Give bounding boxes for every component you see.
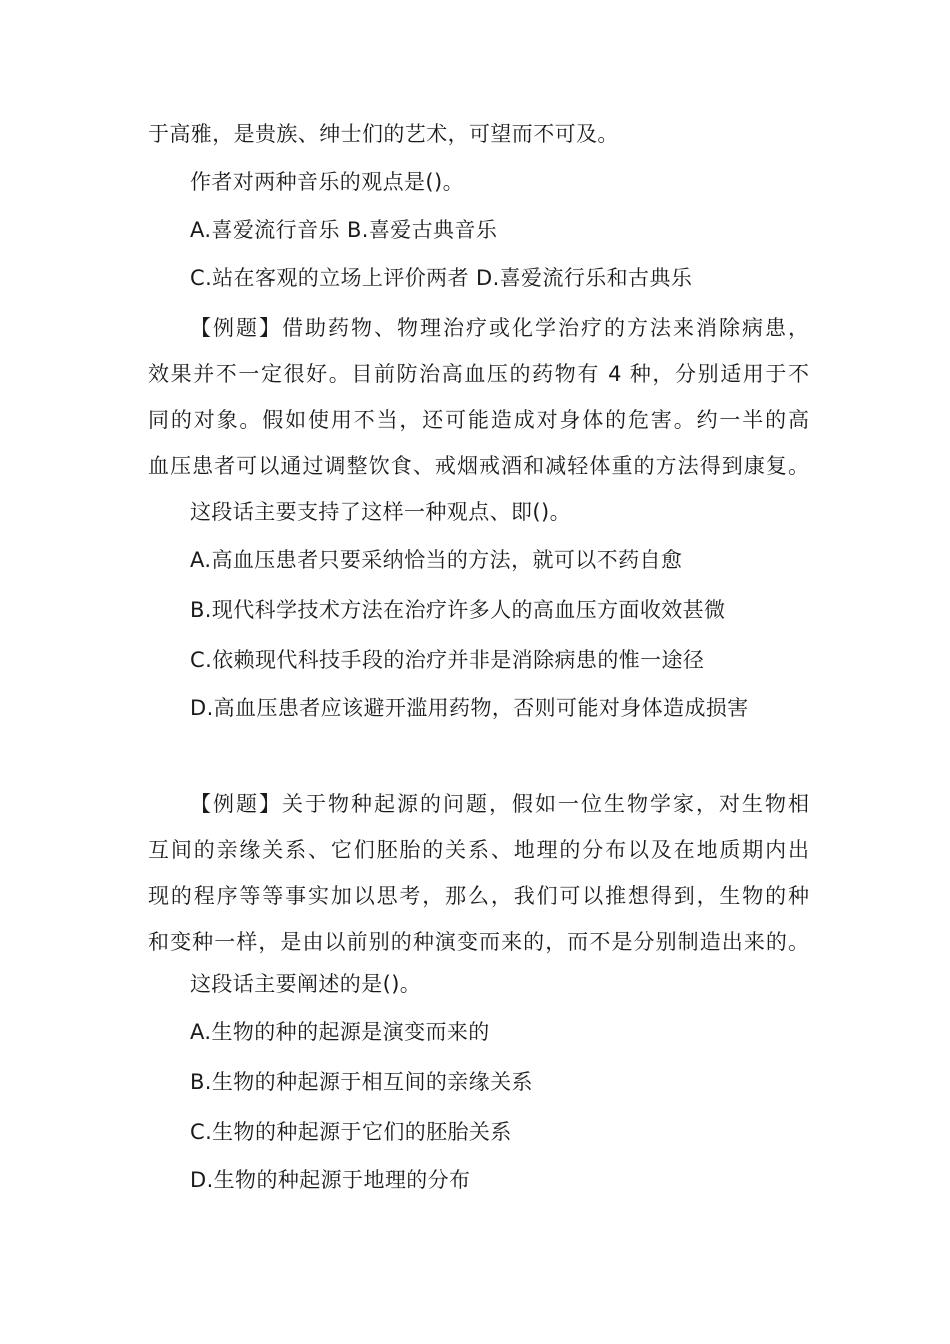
option-a: A.生物的种的起源是演变而来的 (190, 1020, 490, 1044)
example-paragraph-line: 【例题】关于物种起源的问题，假如一位生物学家，对生物相 (190, 792, 809, 816)
question-hypertension: 这段话主要支持了这样一种观点、即()。 (190, 500, 571, 524)
option-d: D.生物的种起源于地理的分布 (190, 1168, 471, 1192)
question-music: 作者对两种音乐的观点是()。 (190, 170, 464, 194)
paragraph-continuation: 于高雅，是贵族、绅士们的艺术，可望而不可及。 (148, 122, 619, 146)
options-line-ab: A.喜爱流行音乐 B.喜爱古典音乐 (190, 218, 498, 242)
example-paragraph-line: 现的程序等等事实加以思考，那么，我们可以推想得到，生物的种 (148, 884, 809, 908)
example-paragraph-line: 【例题】借助药物、物理治疗或化学治疗的方法来消除病患， (190, 316, 809, 340)
example-paragraph-line: 和变种一样，是由以前别的种演变而来的，而不是分别制造出来的。 (148, 930, 809, 954)
options-line-cd: C.站在客观的立场上评价两者 D.喜爱流行乐和古典乐 (190, 266, 693, 290)
option-c: C.依赖现代科技手段的治疗并非是消除病患的惟一途径 (190, 648, 705, 672)
example-paragraph-line: 效果并不一定很好。目前防治高血压的药物有 4 种，分别适用于不 (148, 362, 809, 386)
example-paragraph-line: 互间的亲缘关系、它们胚胎的关系、地理的分布以及在地质期内出 (148, 838, 809, 862)
example-paragraph-line: 同的对象。假如使用不当，还可能造成对身体的危害。约一半的高 (148, 408, 809, 432)
example-paragraph-line: 血压患者可以通过调整饮食、戒烟戒酒和减轻体重的方法得到康复。 (148, 454, 809, 478)
option-b: B.生物的种起源于相互间的亲缘关系 (190, 1070, 533, 1094)
question-species: 这段话主要阐述的是()。 (190, 972, 422, 996)
option-d: D.高血压患者应该避开滥用药物，否则可能对身体造成损害 (190, 696, 749, 720)
option-a: A.高血压患者只要采纳恰当的方法，就可以不药自愈 (190, 548, 683, 572)
option-c: C.生物的种起源于它们的胚胎关系 (190, 1120, 512, 1144)
option-b: B.现代科学技术方法在治疗许多人的高血压方面收效甚微 (190, 598, 726, 622)
